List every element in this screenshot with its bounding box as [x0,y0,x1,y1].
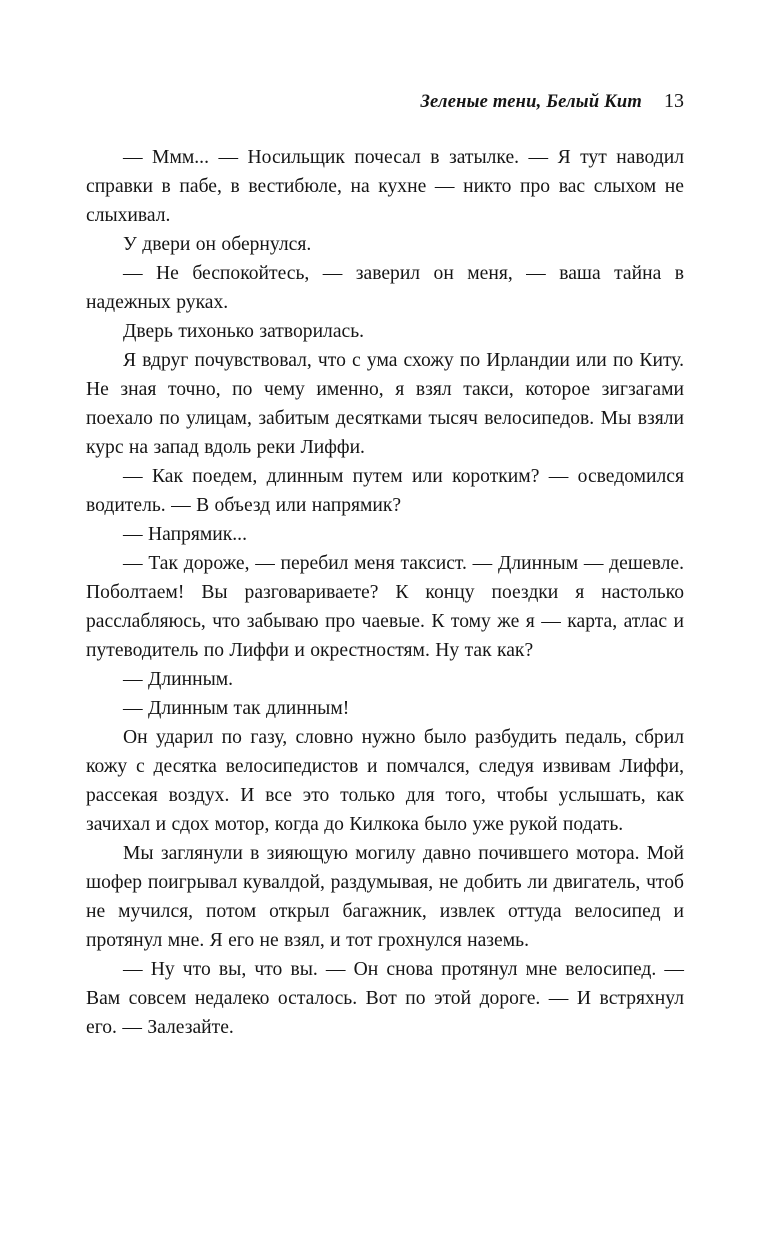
running-title: Зеленые тени, Белый Кит [420,92,642,112]
page-header [86,90,684,113]
paragraph: Мы заглянули в зияющую могилу давно почившего мотора. Мой шофер поигрывал кувалдой, раздумывая, не добить ли двигатель, чтоб не мучился, потом открыл багажник, извлек оттуда велосипед и протянул мне. Я его не взял, и тот грохнулся наземь. [86,843,684,951]
paragraph: У двери он обернулся. [123,234,312,255]
paragraph: — Напрямик... [123,524,247,545]
paragraph: — Ну что вы, что вы. — Он снова протянул мне велосипед. — Вам совсем недалеко осталось. Вот по этой дороге. — И встряхнул его. — Залезайте. [86,959,684,1038]
paragraph: Дверь тихонько затворилась. [123,321,365,342]
paragraph: — Как поедем, длинным путем или коротким? — осведомился водитель. — В объезд или напрямик? [86,466,684,516]
paragraph: Я вдруг почувствовал, что с ума схожу по Ирландии или по Киту. Не зная точно, по чему именно, я взял такси, которое зигзагами поехало по улицам, забитым десятками тысяч велосипедов. Мы взяли курс на запад вдоль реки Лиффи. [86,350,684,458]
paragraph: Он ударил по газу, словно нужно было разбудить педаль, сбрил кожу с десятка велосипедистов и помчался, следуя извивам Лиффи, рассекая воздух. И все это только для того, чтобы услышать, как зачихал и сдох мотор, когда до Килкока было уже рукой подать. [86,727,684,835]
page-body [86,143,684,1042]
paragraph: — Так дороже, — перебил меня таксист. — Длинным — дешевле. Поболтаем! Вы разговариваете? К концу поездки я настолько расслабляюсь, что забываю про чаевые. К тому же я — карта, атлас и путеводитель по Лиффи и окрестностям. Ну так как? [86,553,684,661]
page-number: 13 [664,90,684,112]
paragraph: — Длинным так длинным! [123,698,350,719]
paragraph: — Не беспокойтесь, — заверил он меня, — ваша тайна в надежных руках. [86,263,684,313]
paragraph: — Длинным. [123,669,234,690]
paragraph: — Ммм... — Носильщик почесал в затылке. — Я тут наводил справки в пабе, в вестибюле, на кухне — никто про вас слыхом не слыхивал. [86,147,684,226]
